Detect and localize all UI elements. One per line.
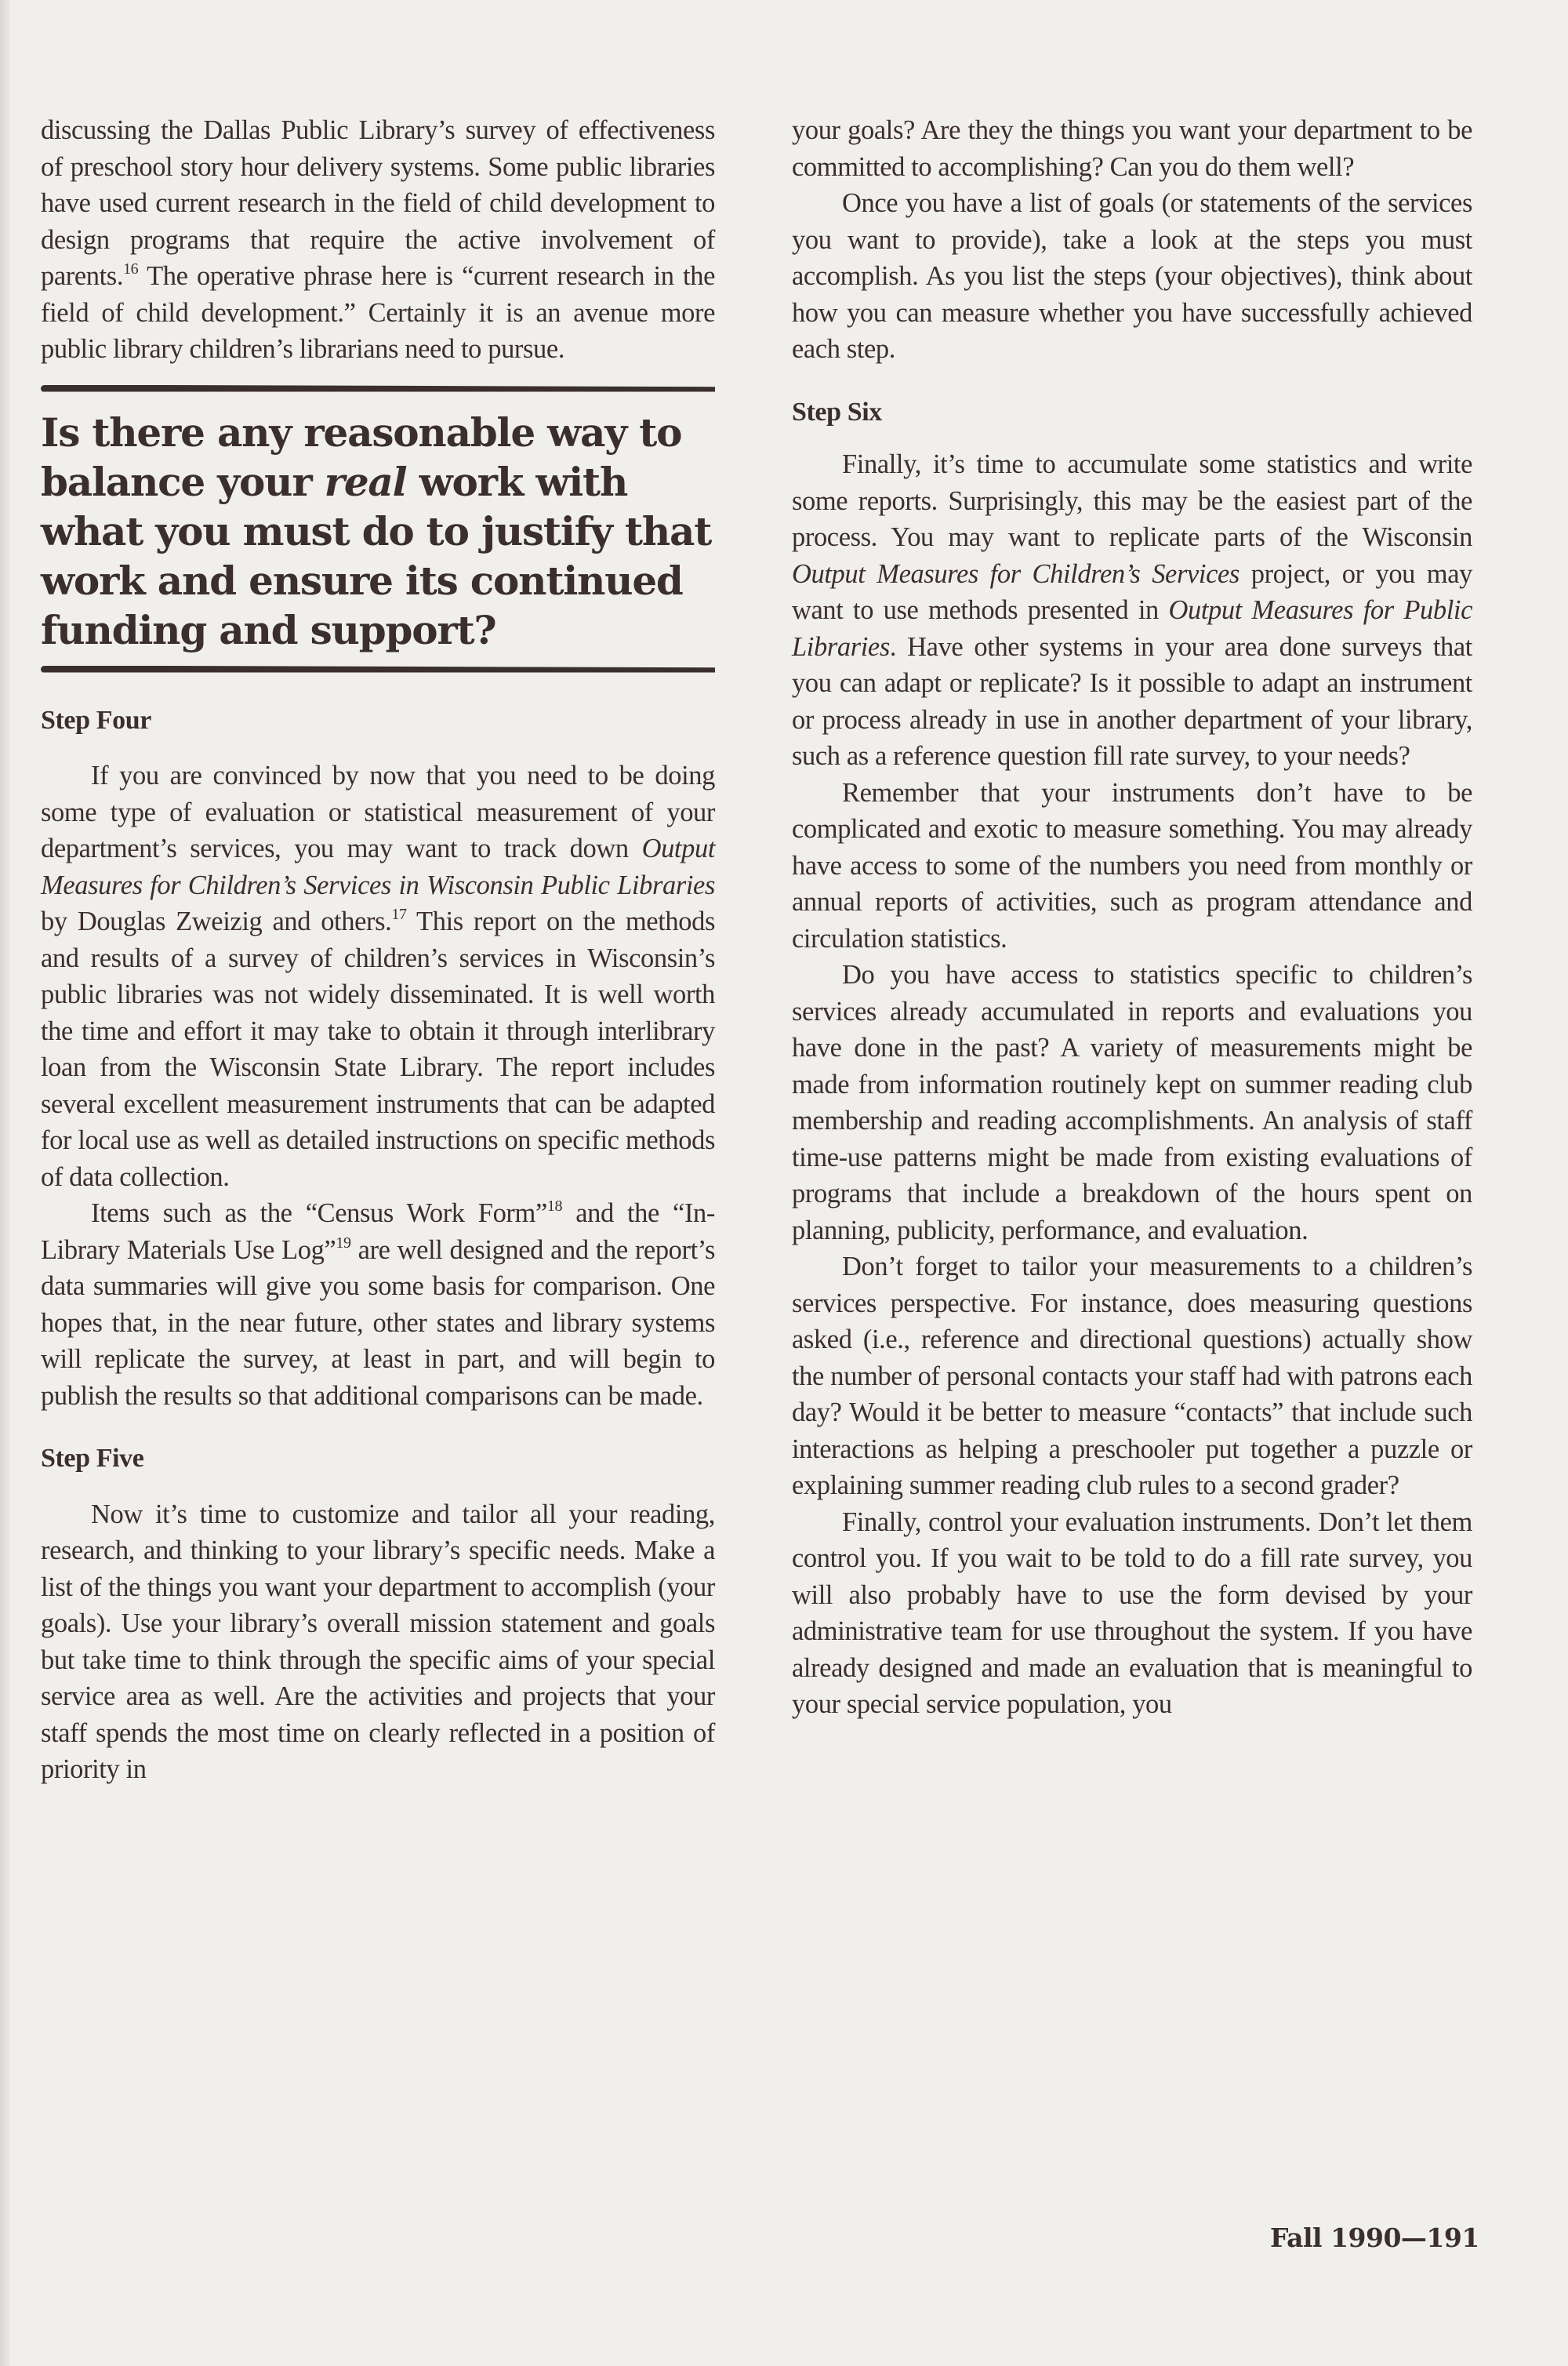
pull-quote-text: Is there any reasonable way to balance your real work with what you must do to justify that work and ensure its continued funding and support?	[41, 409, 712, 653]
book-title: Output Measures for Children’s Services	[792, 558, 1240, 589]
book-title: Output Measures for Public Libraries	[792, 595, 1472, 662]
book-title: Output Measures for Children’s Services in Wisconsin Public Libraries	[41, 834, 715, 900]
right-column	[792, 112, 1472, 1723]
step-six-paragraph-5: Finally, control your evaluation instruments. Don’t let them control you. If you wait to be told to do a fill rate survey, you will also probably have to use the form devised by your administrative team for use throughout the system. If you have already designed and made an evaluation that is meaningful to your special service population, you	[792, 1506, 1472, 1719]
continuation-paragraph: your goals? Are they the things you want your department to be committed to accomplishing? Can you do them well?	[792, 115, 1472, 182]
page-binding-edge	[0, 0, 9, 2366]
pull-quote-top-rule	[41, 385, 715, 392]
left-column	[41, 112, 715, 1788]
intro-paragraph: discussing the Dallas Public Library’s survey of effectiveness of preschool story hour delivery systems. Some public libraries have used current research in the field of child development to design programs that require the active involvement of parents.$^{16}$ The operative phrase here is “current research in the field of child development.” Certainly it is an avenue more public library children’s librarians need to pursue.	[41, 115, 715, 364]
pull-quote	[41, 385, 715, 673]
footnote-ref-17: 17	[391, 906, 407, 923]
heading-step-six: Step Six	[792, 397, 882, 427]
step-six-paragraph-1: Finally, it’s time to accumulate some statistics and write some reports. Surprisingly, this may be the easiest part of the process. You may want to replicate parts of the Wisconsin Output Measures for Children’s Services project, or you may want to use methods presented in Output Measures for Public Libraries. Have other systems in your area done surveys that you can adapt or replicate? Is it possible to adapt an instrument or process already in use in another department of your library, such as a reference question fill rate survey, to your needs?	[792, 449, 1473, 771]
step-six-paragraph-3: Do you have access to statistics specific to children’s services already accumulated in reports and evaluations you have done in the past? A variety of measurements might be made from information routinely kept on summer reading club membership and reading accomplishments. An analysis of staff time-use patterns might be made from existing evaluations of programs that include a breakdown of the hours spent on planning, publicity, performance, and evaluation.	[792, 960, 1472, 1245]
step-six-paragraph-4: Don’t forget to tailor your measurements to a children’s services perspective. For instance, does measuring questions asked (i.e., reference and directional questions) actually show the number of personal contacts your staff had with patrons each day? Would it be better to measure “contacts” that include such interactions as helping a preschooler put together a puzzle or explaining summer reading club rules to a second grader?	[792, 1252, 1472, 1500]
step-five-paragraph-1: Now it’s time to customize and tailor all your reading, research, and thinking to your library’s specific needs. Make a list of the things you want your department to accomplish (your goals). Use your library’s overall mission statement and goals but take time to think through the specific aims of your special service area as well. Are the activities and projects that your staff spends the most time on clearly reflected in a position of priority in	[41, 1499, 715, 1784]
step-four-paragraph-1: If you are convinced by now that you need to be doing some type of evaluation or statistical measurement of your department’s services, you may want to track down Output Measures for Children’s Services in Wisconsin Public Libraries by Douglas Zweizig and others.$^{17}$ This report on the methods and results of a survey of children’s services in Wisconsin’s public libraries was not widely disseminated. It is well worth the time and effort it may take to obtain it through interlibrary loan from the Wisconsin State Library. The report includes several excellent measurement instruments that can be adapted for local use as well as detailed instructions on specific methods of data collection.	[41, 761, 715, 1192]
pull-quote-bottom-rule	[41, 666, 715, 673]
heading-step-four: Step Four	[41, 705, 151, 735]
footnote-ref-19: 19	[336, 1234, 351, 1252]
heading-step-five: Step Five	[41, 1444, 144, 1473]
footnote-ref-16: 16	[123, 260, 139, 278]
footnote-ref-18: 18	[546, 1198, 563, 1215]
page-footer-folio: Fall 1990—191	[1270, 2222, 1479, 2253]
step-four-paragraph-2: Items such as the “Census Work Form”$^{18}$ and the “In-Library Materials Use Log”$^{19}$ are well designed and the report’s data summaries will give you some basis for comparison. One hopes that, in the near future, other states and library systems will replicate the survey, at least in part, and will begin to publish the results so that additional comparisons can be made.	[41, 1198, 716, 1411]
goals-paragraph: Once you have a list of goals (or statements of the services you want to provide), take a look at the steps you must accomplish. As you list the steps (your objectives), think about how you can measure whether you have successfully achieved each step.	[792, 188, 1472, 364]
step-six-paragraph-2: Remember that your instruments don’t have to be complicated and exotic to measure something. You may already have access to some of the numbers you need from monthly or annual reports of activities, such as program attendance and circulation statistics.	[792, 777, 1472, 954]
